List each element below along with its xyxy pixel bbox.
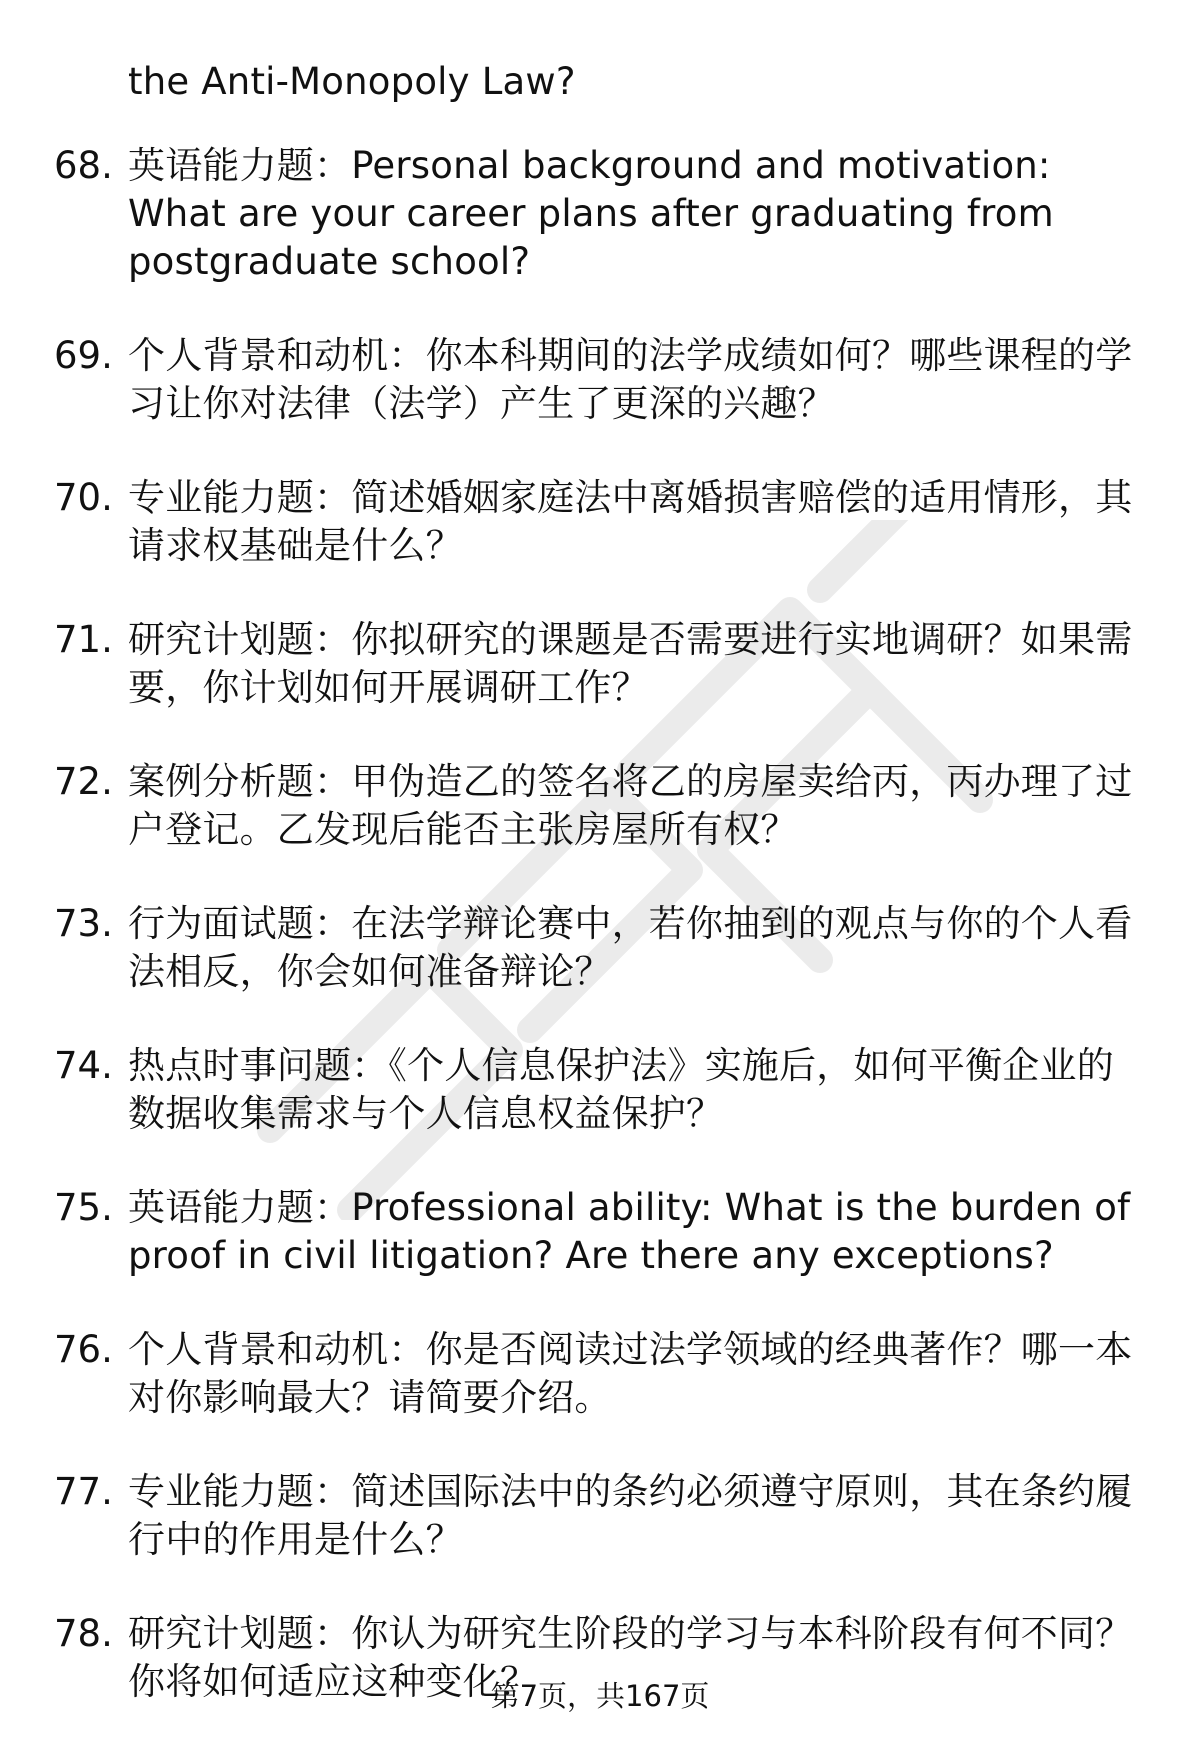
question-item: [0, 1326, 1200, 1422]
question-list: [0, 142, 1200, 1752]
question-text: 研究计划题：你认为研究生阶段的学习与本科阶段有何不同？你将如何适应这种变化？: [128, 1612, 1133, 1703]
question-item: [0, 1468, 1200, 1564]
question-item: [0, 900, 1200, 996]
question-number: 71.: [54, 618, 113, 661]
question-text: 研究计划题：你拟研究的课题是否需要进行实地调研？如果需要，你计划如何开展调研工作？: [128, 618, 1133, 709]
question-text: 个人背景和动机：你是否阅读过法学领域的经典著作？哪一本对你影响最大？请简要介绍。: [128, 1328, 1133, 1419]
question-number: 70.: [54, 476, 113, 519]
question-text: 行为面试题：在法学辩论赛中，若你抽到的观点与你的个人看法相反，你会如何准备辩论？: [128, 902, 1133, 993]
question-item: [0, 332, 1200, 428]
question-text: 热点时事问题：《个人信息保护法》实施后，如何平衡企业的数据收集需求与个人信息权益保护？: [128, 1044, 1114, 1135]
question-text: 英语能力题：Professional ability: What is the burden of proof in civil litigation? Are there any exceptions?: [128, 1186, 1131, 1277]
question-item: [0, 1042, 1200, 1138]
question-item: [0, 758, 1200, 854]
question-number: 75.: [54, 1186, 113, 1229]
question-text: 专业能力题：简述国际法中的条约必须遵守原则，其在条约履行中的作用是什么？: [128, 1470, 1133, 1561]
continuation-text: the Anti-Monopoly Law?: [128, 60, 576, 103]
question-item: [0, 474, 1200, 570]
question-number: 73.: [54, 902, 113, 945]
question-number: 74.: [54, 1044, 113, 1087]
question-number: 72.: [54, 760, 113, 803]
question-text: 个人背景和动机：你本科期间的法学成绩如何？哪些课程的学习让你对法律（法学）产生了更深的兴趣？: [128, 334, 1133, 425]
question-text: 英语能力题：Personal background and motivation: What are your career plans after graduating from postgraduate school?: [128, 144, 1054, 283]
question-number: 78.: [54, 1612, 113, 1655]
page-footer: 第7页，共167页: [490, 1679, 710, 1713]
question-number: 68.: [54, 144, 113, 187]
question-item: [0, 142, 1200, 286]
question-item: [0, 616, 1200, 712]
question-item: [0, 1184, 1200, 1280]
question-number: 77.: [54, 1470, 113, 1513]
question-number: 69.: [54, 334, 113, 377]
question-number: 76.: [54, 1328, 113, 1371]
question-text: 案例分析题：甲伪造乙的签名将乙的房屋卖给丙，丙办理了过户登记。乙发现后能否主张房屋所有权？: [128, 760, 1133, 851]
question-text: 专业能力题：简述婚姻家庭法中离婚损害赔偿的适用情形，其请求权基础是什么？: [128, 476, 1133, 567]
